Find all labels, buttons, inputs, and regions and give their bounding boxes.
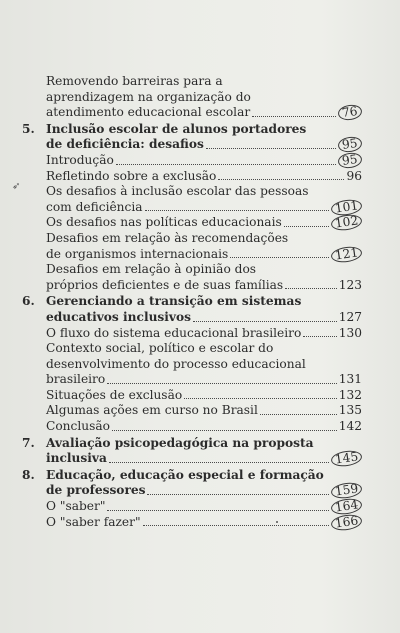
pencil-circle-mark: 101: [330, 198, 363, 217]
entry-title: com deficiência: [46, 199, 143, 214]
page-number: [339, 372, 362, 388]
page-number: [331, 515, 362, 531]
entry-title: inclusiva: [46, 451, 107, 466]
dot-leader: [230, 257, 328, 258]
toc-line: [22, 341, 362, 357]
toc-entry: [22, 499, 362, 515]
entry-title: Refletindo sobre a exclusão: [46, 168, 217, 183]
page-number: [339, 419, 362, 435]
pencil-circle-mark: 164: [330, 497, 363, 516]
toc-line: [22, 388, 362, 404]
entry-title-line: Gerenciando a transição em sistemas: [46, 294, 302, 309]
toc-line: [22, 468, 362, 484]
pencil-circle-mark: 121: [330, 244, 363, 263]
page-number: [338, 137, 362, 153]
entry-title: Os desafios nas políticas educacionais: [46, 215, 282, 230]
page-number-text: 135: [338, 403, 362, 418]
toc-line: [22, 105, 362, 121]
toc-entry: [22, 294, 362, 325]
dot-leader: [112, 430, 337, 431]
page-number: [338, 153, 362, 169]
entry-title-line: Os desafios à inclusão escolar das pessoas: [46, 184, 309, 199]
page-number: [339, 278, 362, 294]
toc-line: [22, 294, 362, 310]
page-number-text: 96: [346, 168, 362, 183]
entry-title: Introdução: [46, 152, 114, 167]
page-number-text: 127: [338, 309, 362, 324]
toc-entry: [22, 388, 362, 404]
dot-leader: [193, 321, 337, 322]
toc-entry: [22, 184, 362, 215]
entry-title: Situações de exclusão: [46, 387, 183, 402]
toc-entry: [22, 468, 362, 499]
toc-entry: [22, 419, 362, 435]
dot-leader: [109, 462, 329, 463]
pencil-circle-mark: 76: [338, 104, 363, 122]
dot-leader: [184, 398, 337, 399]
toc-line: [22, 137, 362, 153]
entry-title: O fluxo do sistema educacional brasileiro: [46, 325, 302, 340]
toc-line: [22, 200, 362, 216]
page-number: [338, 105, 362, 121]
toc-line: [22, 403, 362, 419]
toc-line: [22, 419, 362, 435]
page-number-text: 131: [338, 372, 362, 387]
page-number: [339, 403, 362, 419]
toc-entry: [22, 515, 362, 531]
entry-title: brasileiro: [46, 372, 106, 387]
page-number: [339, 388, 362, 404]
entry-title: de deficiência: desafios: [46, 137, 204, 152]
pencil-circle-mark: 102: [330, 213, 363, 232]
toc-entry: [22, 436, 362, 467]
page-number-text: 142: [338, 419, 362, 434]
page-number: [331, 200, 362, 216]
entry-title: Algumas ações em curso no Brasil: [46, 403, 258, 418]
page-speck: [276, 521, 278, 523]
dot-leader: [252, 116, 336, 117]
dot-leader: [303, 336, 336, 337]
toc-entry: [22, 326, 362, 342]
page-number-text: 123: [338, 277, 362, 292]
chapter-number: 5.: [22, 121, 35, 136]
dot-leader: [147, 494, 328, 495]
toc-line: [22, 326, 362, 342]
table-of-contents: [22, 74, 362, 530]
chapter-number: 6.: [22, 294, 35, 309]
entry-title: Conclusão: [46, 419, 110, 434]
toc-line: [22, 357, 362, 373]
entry-title-line: Inclusão escolar de alunos portadores: [46, 121, 307, 136]
toc-line: [22, 515, 362, 531]
toc-entry: [22, 341, 362, 388]
entry-title-line: Removendo barreiras para a: [46, 74, 223, 88]
dot-leader: [285, 288, 337, 289]
page-number: [339, 326, 362, 342]
page-number: [346, 169, 362, 185]
dot-leader: [116, 164, 337, 165]
toc-line: [22, 483, 362, 499]
entry-title-line: desenvolvimento do processo educacional: [46, 356, 306, 371]
entry-title: de professores: [46, 483, 146, 498]
toc-line: [22, 215, 362, 231]
entry-title-line: aprendizagem na organização do: [46, 89, 251, 104]
toc-line: [22, 74, 362, 90]
toc-entry: [22, 262, 362, 293]
pencil-circle-mark: 159: [330, 481, 363, 500]
entry-title-line: Educação, educação especial e formação: [46, 467, 324, 482]
toc-line: [22, 184, 362, 200]
toc-entry: [22, 231, 362, 262]
dot-leader: [107, 383, 337, 384]
entry-title: de organismos internacionais: [46, 246, 229, 261]
page-number: [331, 451, 362, 467]
toc-line: [22, 499, 362, 515]
toc-line: [22, 231, 362, 247]
toc-line: [22, 153, 362, 169]
toc-line: [22, 169, 362, 185]
pencil-circle-mark: 95: [338, 151, 363, 169]
dot-leader: [218, 179, 344, 180]
toc-entry: [22, 153, 362, 169]
entry-title: atendimento educacional escolar: [46, 105, 251, 120]
dot-leader: [107, 510, 328, 511]
entry-title-line: Desafios em relação às recomendações: [46, 230, 289, 245]
page-number: [331, 499, 362, 515]
dot-leader: [143, 525, 329, 526]
toc-line: [22, 122, 362, 138]
toc-entry: [22, 122, 362, 153]
pencil-arrow-mark: ➶: [12, 181, 21, 192]
toc-line: [22, 451, 362, 467]
chapter-number: 8.: [22, 467, 35, 482]
toc-entry: [22, 215, 362, 231]
toc-entry: [22, 169, 362, 185]
toc-line: [22, 310, 362, 326]
dot-leader: [206, 148, 337, 149]
chapter-number: 7.: [22, 435, 35, 450]
page-number-text: 132: [338, 387, 362, 402]
entry-title-line: Avaliação psicopedagógica na proposta: [46, 435, 314, 450]
dot-leader: [284, 226, 329, 227]
entry-title: O "saber fazer": [46, 514, 141, 529]
toc-line: [22, 436, 362, 452]
page-number-text: 130: [338, 325, 362, 340]
page-number: [339, 310, 362, 326]
dot-leader: [260, 414, 337, 415]
entry-title-line: Contexto social, político e escolar do: [46, 341, 274, 356]
page-number: [331, 483, 362, 499]
entry-title-line: Desafios em relação à opinião dos: [46, 262, 257, 277]
page-number: [331, 215, 362, 231]
toc-line: [22, 262, 362, 278]
toc-line: [22, 90, 362, 106]
toc-line: [22, 244, 362, 263]
toc-entry: [22, 403, 362, 419]
toc-line: [22, 278, 362, 294]
pencil-circle-mark: 166: [330, 513, 363, 532]
pencil-circle-mark: 95: [338, 136, 363, 154]
toc-line: [22, 372, 362, 388]
page-number: [331, 244, 362, 263]
entry-title: O "saber": [46, 499, 106, 514]
toc-entry: [22, 74, 362, 121]
entry-title: educativos inclusivos: [46, 309, 191, 324]
pencil-circle-mark: 145: [330, 449, 363, 468]
dot-leader: [145, 210, 329, 211]
entry-title: próprios deficientes e de suas famílias: [46, 277, 284, 292]
